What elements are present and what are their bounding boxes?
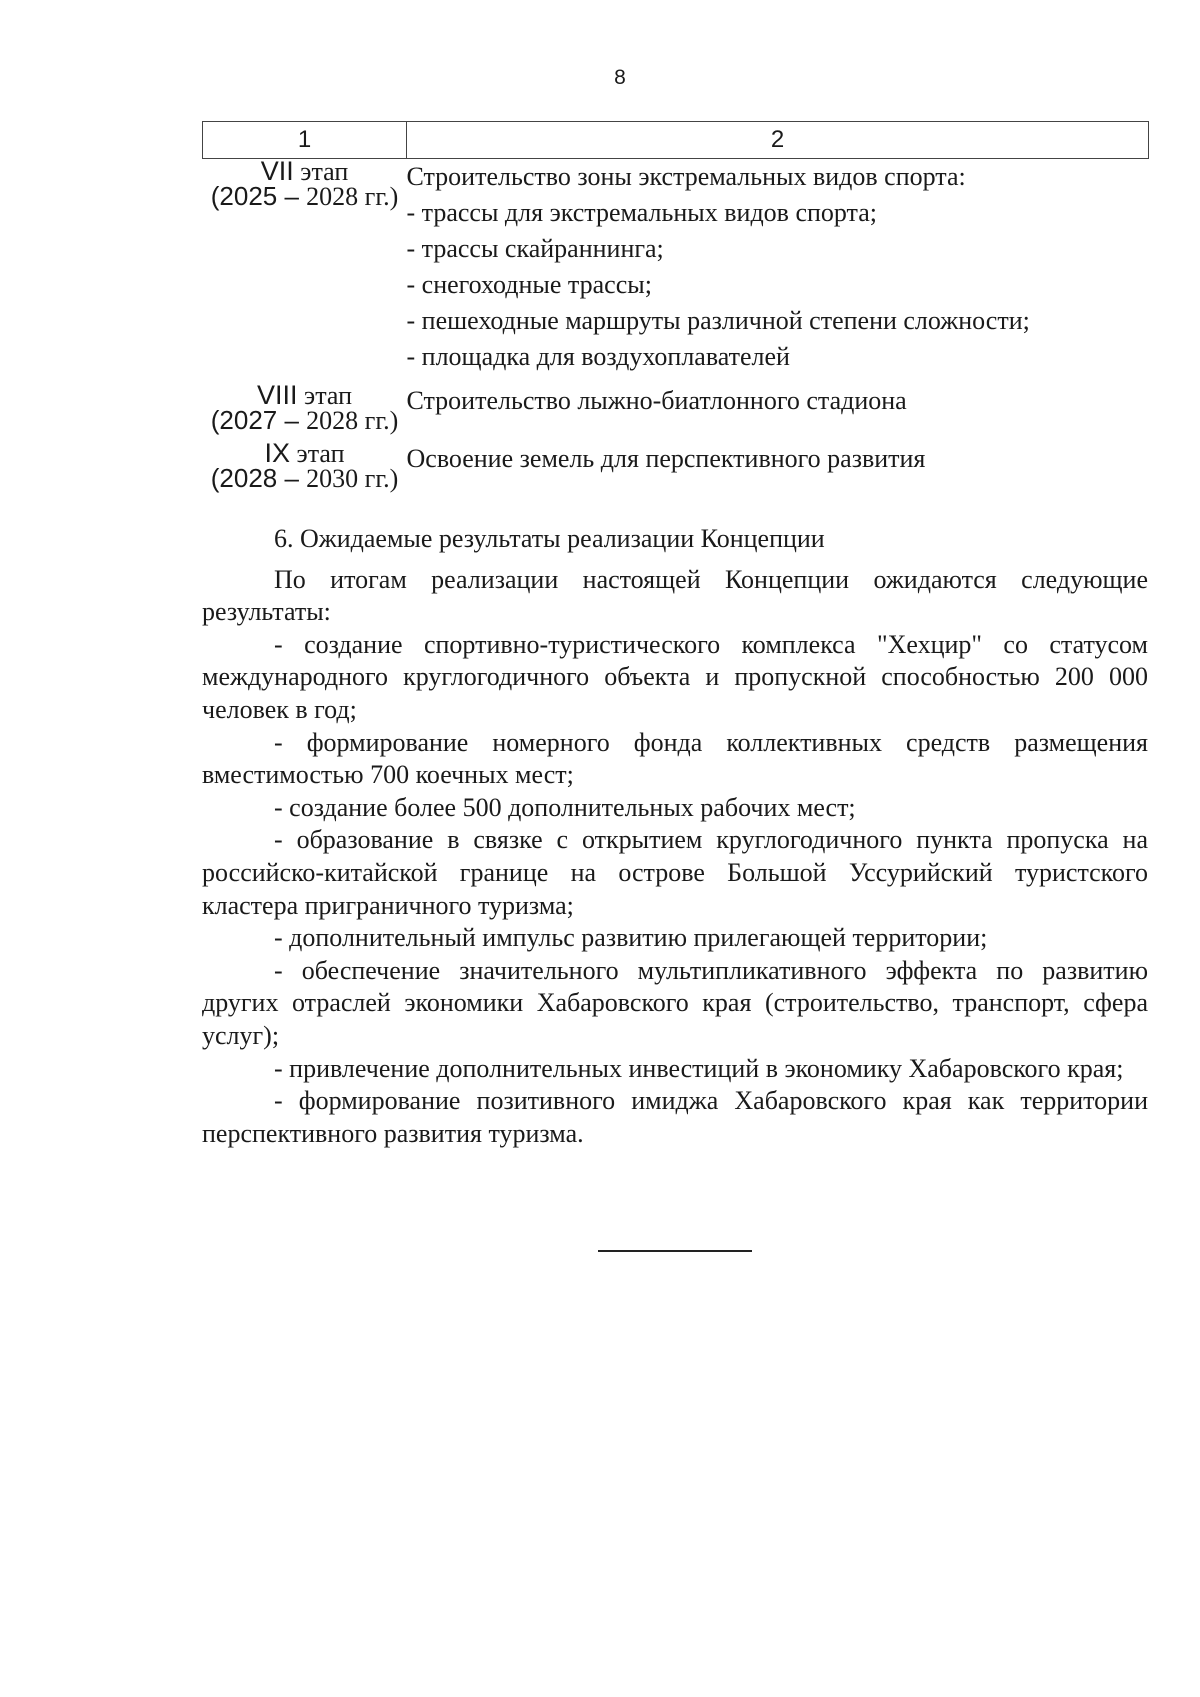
description-line: Строительство зоны экстремальных видов спорта: (406, 162, 966, 191)
stage-description (407, 159, 1149, 384)
stage-description (407, 441, 1149, 499)
stage-years-start: (2028 – (210, 463, 307, 493)
result-item: - формирование номерного фонда коллективных средств размещения вместимостью 700 коечных мест; (202, 727, 1148, 790)
description-line: - пешеходные маршруты различной степени сложности; (406, 306, 1030, 335)
table-row (203, 383, 1149, 441)
stage-suffix: этап (300, 157, 349, 186)
description-line: - снегоходные трассы; (406, 270, 652, 299)
stage-cell (203, 438, 407, 499)
stage-suffix: этап (304, 381, 352, 410)
stage-years-start: (2025 – (210, 181, 307, 211)
table-header-row (203, 122, 1149, 159)
table-row (203, 441, 1149, 499)
stage-years-end: 2028 гг.) (306, 406, 399, 435)
section-heading: 6. Ожидаемые результаты реализации Концепции (274, 524, 825, 553)
stages-table (202, 121, 1149, 499)
stage-years-end: 2030 гг.) (306, 464, 399, 493)
description-line: - трассы для экстремальных видов спорта; (406, 198, 878, 227)
table-row (203, 159, 1149, 384)
result-item: - создание более 500 дополнительных рабочих мест; (274, 792, 856, 822)
result-item: - образование в связке с открытием круглогодичного пункта пропуска на российско-китайской границе на острове Большой Уссурийский туристского кластера приграничного туризма; (202, 825, 1148, 920)
description-line: - трассы скайраннинга; (406, 234, 664, 263)
stage-cell (203, 380, 407, 441)
stage-years-start: (2027 – (210, 405, 307, 435)
results-section (202, 523, 1148, 1150)
result-item: - обеспечение значительного мультипликативного эффекта по развитию других отраслей экономики Хабаровского края (строительство, транспорт, сфера услуг); (202, 955, 1148, 1050)
description-line: Строительство лыжно-биатлонного стадиона (406, 386, 907, 415)
result-item: - создание спортивно-туристического комплекса "Хехцир" со статусом международного круглогодичного объекта и пропускной способностью 200 000 человек в год; (202, 629, 1148, 724)
column-header-1: 1 (203, 122, 407, 159)
stage-number: VII (260, 156, 294, 186)
column-header-2: 2 (407, 122, 1149, 159)
result-item: - дополнительный импульс развитию прилегающей территории; (274, 923, 988, 953)
description-line: Освоение земель для перспективного развития (406, 444, 926, 473)
stage-cell (203, 156, 407, 384)
description-line: - площадка для воздухоплавателей (406, 342, 790, 371)
stage-years-end: 2028 гг.) (306, 182, 399, 211)
stage-suffix: этап (296, 439, 345, 468)
result-item: - привлечение дополнительных инвестиций в экономику Хабаровского края; (274, 1053, 1124, 1083)
intro-paragraph: По итогам реализации настоящей Концепции ожидаются следующие результаты: (202, 564, 1148, 627)
page-number: 8 (614, 66, 626, 89)
end-separator-line (598, 1250, 752, 1252)
stage-number: VIII (257, 380, 298, 410)
stage-number: IX (264, 438, 291, 468)
stage-description (407, 383, 1149, 441)
result-item: - формирование позитивного имиджа Хабаровского края как территории перспективного развития туризма. (202, 1086, 1148, 1148)
